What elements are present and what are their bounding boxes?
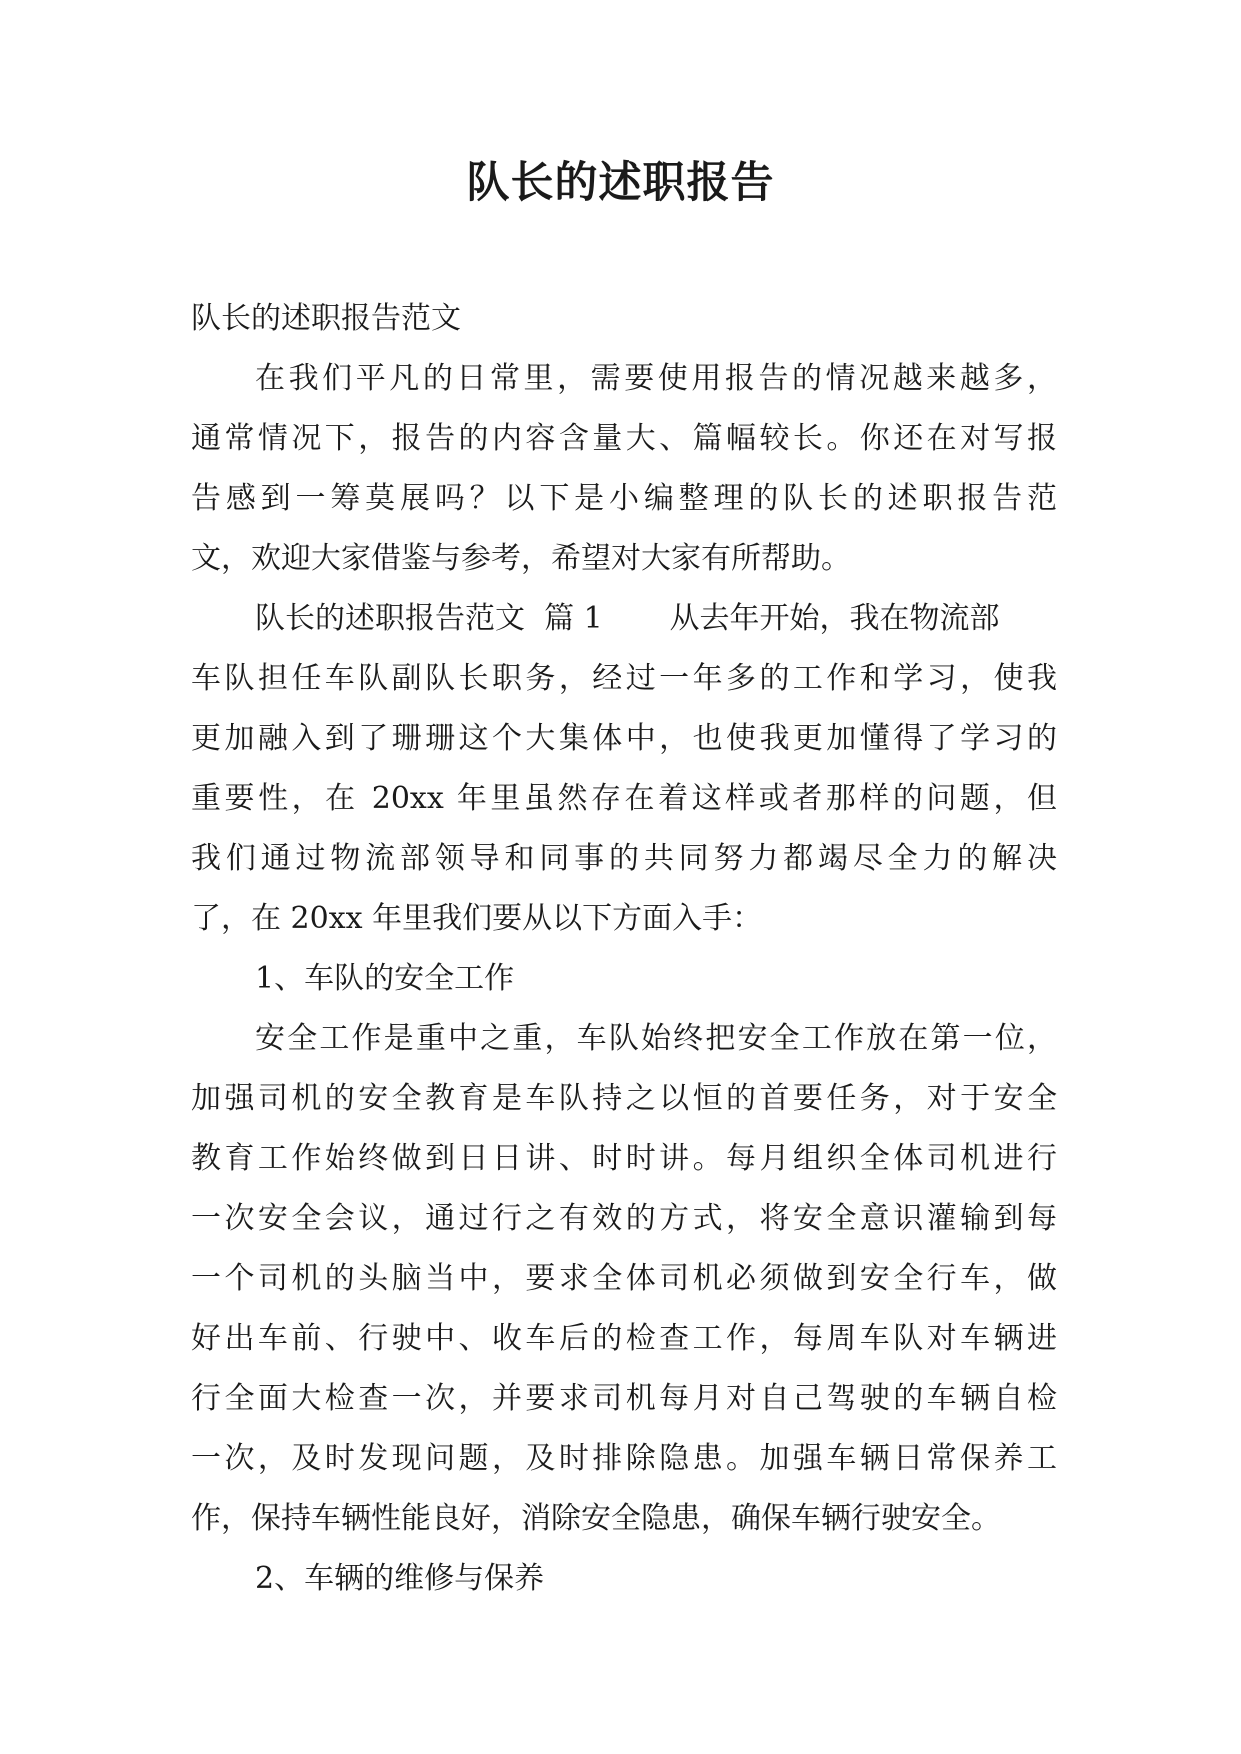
- paragraph-line: 文，欢迎大家借鉴与参考，希望对大家有所帮助。: [191, 541, 851, 576]
- paragraph-line: 在我们平凡的日常里，需要使用报告的情况越来越多，: [255, 361, 1057, 396]
- paragraph-line: 好出车前、行驶中、收车后的检查工作，每周车队对车辆进: [191, 1321, 1057, 1356]
- paragraph-line: 一次安全会议，通过行之有效的方式，将安全意识灌输到每: [191, 1201, 1057, 1236]
- paragraph-line: 一个司机的头脑当中，要求全体司机必须做到安全行车，做: [191, 1261, 1057, 1296]
- document-body: [191, 289, 1057, 1609]
- paragraph-line: 安全工作是重中之重，车队始终把安全工作放在第一位，: [255, 1021, 1057, 1056]
- numbered-heading: 2、车辆的维修与保养: [255, 1561, 545, 1596]
- paragraph-line: 车队担任车队副队长职务，经过一年多的工作和学习，使我: [191, 661, 1057, 696]
- paragraph-line: 加强司机的安全教育是车队持之以恒的首要任务，对于安全: [191, 1081, 1057, 1116]
- paragraph-line: 作，保持车辆性能良好，消除安全隐患，确保车辆行驶安全。: [191, 1501, 1001, 1536]
- numbered-heading: 1、车队的安全工作: [255, 961, 515, 996]
- document-title: 队长的述职报告: [466, 158, 775, 208]
- paragraph-line: 通常情况下，报告的内容含量大、篇幅较长。你还在对写报: [191, 421, 1057, 456]
- subtitle-line: 队长的述职报告范文: [191, 301, 461, 336]
- paragraph-line: 更加融入到了珊珊这个大集体中，也使我更加懂得了学习的: [191, 721, 1057, 756]
- paragraph-line: 了，在 20xx 年里我们要从以下方面入手：: [191, 901, 763, 936]
- paragraph-line: 重要性，在 20xx 年里虽然存在着这样或者那样的问题，但: [191, 781, 1057, 816]
- paragraph-line: 我们通过物流部领导和同事的共同努力都竭尽全力的解决: [191, 841, 1057, 876]
- paragraph-line: 一次，及时发现问题，及时排除隐患。加强车辆日常保养工: [191, 1441, 1057, 1476]
- paragraph-line: 行全面大检查一次，并要求司机每月对自己驾驶的车辆自检: [191, 1381, 1057, 1416]
- paragraph-line: 教育工作始终做到日日讲、时时讲。每月组织全体司机进行: [191, 1141, 1057, 1176]
- paragraph-line: 告感到一筹莫展吗？以下是小编整理的队长的述职报告范: [191, 481, 1057, 516]
- section-heading-line: 队长的述职报告范文 篇 1 从去年开始，我在物流部: [255, 601, 1000, 636]
